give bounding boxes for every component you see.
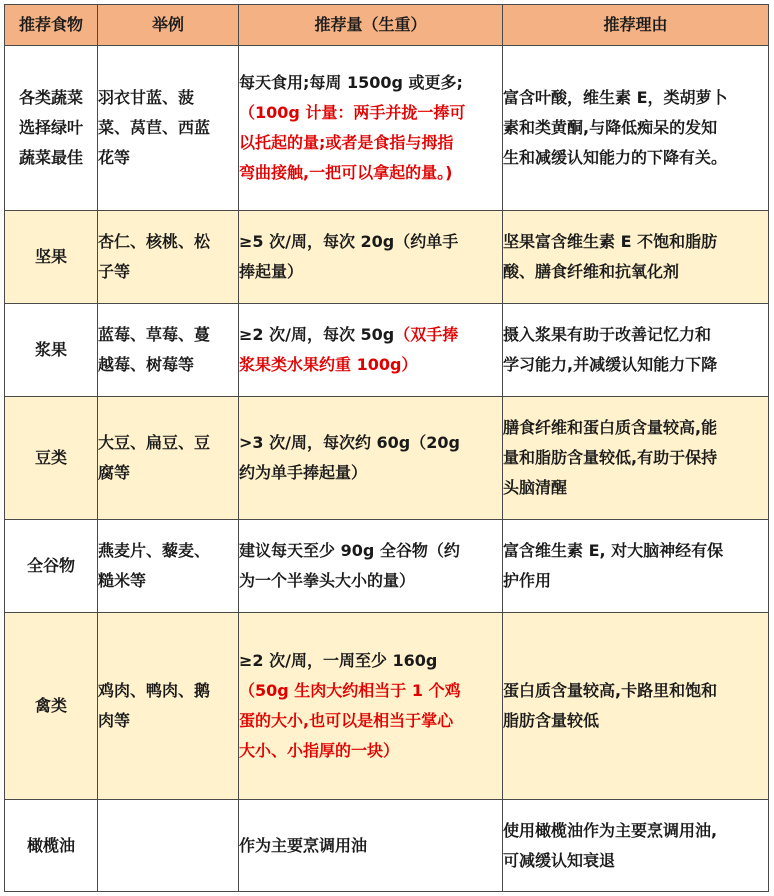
food-cell: 浆果 — [5, 304, 98, 397]
table-row — [5, 520, 769, 613]
table-row — [5, 397, 769, 520]
amount-cell: >3 次/周，每次约 60g（20g 约为单手捧起量） — [239, 397, 503, 520]
header-amount: 推荐量（生重） — [239, 5, 503, 46]
table-row — [5, 800, 769, 892]
header-examples: 举例 — [98, 5, 239, 46]
examples-cell: 杏仁、核桃、松 子等 — [98, 211, 239, 304]
amount-cell: ≥2 次/周，一周至少 160g （50g 生肉大约相当于 1 个鸡 蛋的大小,也可以是相当于掌心 大小、小指厚的一块） — [239, 613, 503, 800]
table-row — [5, 211, 769, 304]
table-header-row — [5, 5, 769, 46]
amount-cell: 作为主要烹调用油 — [239, 800, 503, 892]
table-row — [5, 304, 769, 397]
amount-note: 蛋的大小,也可以是相当于掌心 — [239, 711, 454, 730]
food-recommendation-table — [4, 4, 769, 892]
table-row — [5, 46, 769, 211]
examples-cell: 燕麦片、藜麦、 糙米等 — [98, 520, 239, 613]
amount-note: （100g 计量：两手并拢一捧可 — [239, 103, 466, 122]
amount-note: 弯曲接触,一把可以拿起的量。) — [239, 163, 453, 182]
food-cell: 禽类 — [5, 613, 98, 800]
amount-cell: 每天食用;每周 1500g 或更多; （100g 计量：两手并拢一捧可 以托起的量;或者是食指与拇指 弯曲接触,一把可以拿起的量。) — [239, 46, 503, 211]
amount-note: （50g 生肉大约相当于 1 个鸡 — [239, 681, 461, 700]
header-reason: 推荐理由 — [503, 5, 769, 46]
reason-cell: 坚果富含维生素 E 不饱和脂肪 酸、膳食纤维和抗氧化剂 — [503, 211, 769, 304]
amount-cell: 建议每天至少 90g 全谷物（约 为一个半拳头大小的量） — [239, 520, 503, 613]
table-row — [5, 613, 769, 800]
reason-cell: 富含叶酸，维生素 E，类胡萝卜 素和类黄酮,与降低痴呆的发知 生和减缓认知能力的下降有关。 — [503, 46, 769, 211]
examples-cell: 羽衣甘蓝、菠 菜、莴苣、西蓝 花等 — [98, 46, 239, 211]
examples-cell: 大豆、扁豆、豆 腐等 — [98, 397, 239, 520]
amount-note: （双手捧 — [394, 325, 459, 344]
food-cell: 橄榄油 — [5, 800, 98, 892]
food-cell: 坚果 — [5, 211, 98, 304]
reason-cell: 膳食纤维和蛋白质含量较高,能 量和脂肪含量较低,有助于保持 头脑清醒 — [503, 397, 769, 520]
reason-cell: 富含维生素 E, 对大脑神经有保 护作用 — [503, 520, 769, 613]
food-cell: 豆类 — [5, 397, 98, 520]
reason-cell: 蛋白质含量较高,卡路里和饱和 脂肪含量较低 — [503, 613, 769, 800]
reason-cell: 使用橄榄油作为主要烹调用油, 可减缓认知衰退 — [503, 800, 769, 892]
header-food: 推荐食物 — [5, 5, 98, 46]
amount-note: 大小、小指厚的一块） — [239, 741, 400, 760]
food-cell: 全谷物 — [5, 520, 98, 613]
amount-cell: ≥5 次/周，每次 20g（约单手 捧起量） — [239, 211, 503, 304]
examples-cell: 鸡肉、鸭肉、鹅 肉等 — [98, 613, 239, 800]
examples-cell: 蓝莓、草莓、蔓 越莓、树莓等 — [98, 304, 239, 397]
reason-cell: 摄入浆果有助于改善记忆力和 学习能力,并减缓认知能力下降 — [503, 304, 769, 397]
food-cell: 各类蔬菜 选择绿叶 蔬菜最佳 — [5, 46, 98, 211]
examples-cell — [98, 800, 239, 892]
amount-cell: ≥2 次/周，每次 50g（双手捧 浆果类水果约重 100g） — [239, 304, 503, 397]
amount-note: 浆果类水果约重 100g） — [239, 355, 418, 374]
amount-note: 以托起的量;或者是食指与拇指 — [239, 133, 454, 152]
